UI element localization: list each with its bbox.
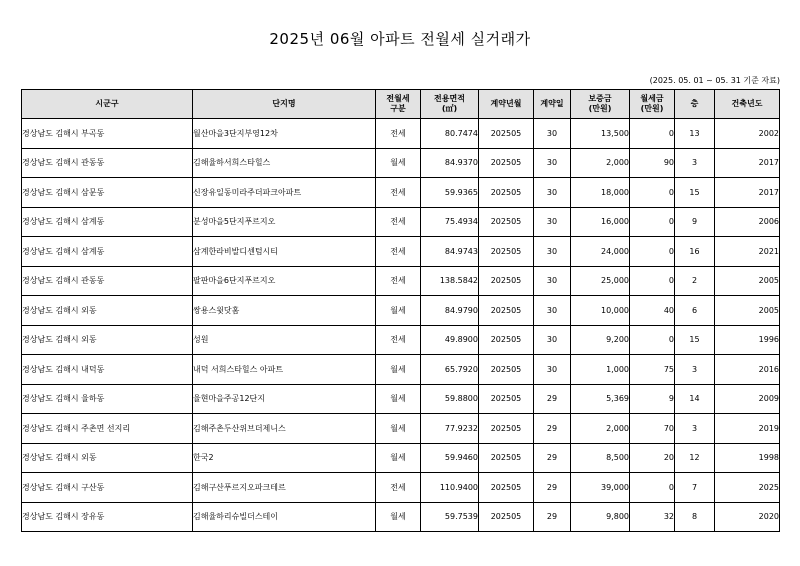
transaction-table — [21, 89, 780, 532]
cell-area: 75.4934 — [421, 207, 479, 237]
cell-complex: 월산마을3단지부영12차 — [193, 119, 376, 149]
cell-area: 84.9370 — [421, 148, 479, 178]
column-header-ym: 계약년월 — [479, 90, 534, 119]
cell-region: 경상남도 김해시 장유동 — [22, 502, 193, 532]
cell-year: 2016 — [715, 355, 780, 385]
cell-year: 2005 — [715, 266, 780, 296]
cell-floor: 16 — [675, 237, 715, 267]
cell-deposit: 16,000 — [571, 207, 630, 237]
cell-region: 경상남도 김해시 삼문동 — [22, 178, 193, 208]
cell-deposit: 24,000 — [571, 237, 630, 267]
cell-type: 전세 — [376, 325, 421, 355]
cell-deposit: 13,500 — [571, 119, 630, 149]
cell-rent: 0 — [630, 473, 675, 503]
cell-type: 월세 — [376, 148, 421, 178]
table-row — [22, 119, 780, 149]
cell-year: 2025 — [715, 473, 780, 503]
cell-ym: 202505 — [479, 355, 534, 385]
cell-ym: 202505 — [479, 119, 534, 149]
cell-deposit: 5,369 — [571, 384, 630, 414]
cell-rent: 32 — [630, 502, 675, 532]
cell-floor: 15 — [675, 178, 715, 208]
cell-year: 2020 — [715, 502, 780, 532]
table-row — [22, 325, 780, 355]
cell-region: 경상남도 김해시 내덕동 — [22, 355, 193, 385]
cell-ym: 202505 — [479, 325, 534, 355]
cell-complex: 삼계한라비발디센텀시티 — [193, 237, 376, 267]
cell-ym: 202505 — [479, 148, 534, 178]
cell-area: 84.9790 — [421, 296, 479, 326]
column-header-year: 건축년도 — [715, 90, 780, 119]
cell-type: 월세 — [376, 502, 421, 532]
cell-complex: 김해율하서희스타힐스 — [193, 148, 376, 178]
cell-region: 경상남도 김해시 율하동 — [22, 384, 193, 414]
cell-floor: 13 — [675, 119, 715, 149]
cell-type: 월세 — [376, 414, 421, 444]
cell-year: 2021 — [715, 237, 780, 267]
cell-region: 경상남도 김해시 삼계동 — [22, 207, 193, 237]
table-row — [22, 502, 780, 532]
cell-area: 84.9743 — [421, 237, 479, 267]
cell-rent: 70 — [630, 414, 675, 444]
cell-complex: 성원 — [193, 325, 376, 355]
table-row — [22, 178, 780, 208]
cell-day: 29 — [534, 473, 571, 503]
cell-ym: 202505 — [479, 237, 534, 267]
table-row — [22, 355, 780, 385]
cell-day: 30 — [534, 296, 571, 326]
table-row — [22, 207, 780, 237]
cell-region: 경상남도 김해시 관동동 — [22, 266, 193, 296]
cell-floor: 6 — [675, 296, 715, 326]
cell-type: 월세 — [376, 296, 421, 326]
cell-ym: 202505 — [479, 266, 534, 296]
cell-year: 1998 — [715, 443, 780, 473]
column-header-floor: 층 — [675, 90, 715, 119]
cell-region: 경상남도 김해시 외동 — [22, 443, 193, 473]
cell-ym: 202505 — [479, 178, 534, 208]
cell-day: 30 — [534, 178, 571, 208]
cell-area: 77.9232 — [421, 414, 479, 444]
cell-rent: 0 — [630, 325, 675, 355]
table-body — [22, 119, 780, 532]
cell-year: 2017 — [715, 178, 780, 208]
cell-rent: 75 — [630, 355, 675, 385]
cell-year: 2017 — [715, 148, 780, 178]
cell-area: 65.7920 — [421, 355, 479, 385]
cell-rent: 0 — [630, 207, 675, 237]
cell-deposit: 9,200 — [571, 325, 630, 355]
cell-year: 2009 — [715, 384, 780, 414]
cell-ym: 202505 — [479, 502, 534, 532]
cell-complex: 쌍용스윗닷홈 — [193, 296, 376, 326]
period-note: (2025. 05. 01 ~ 05. 31 기준 자료) — [649, 76, 780, 85]
cell-area: 80.7474 — [421, 119, 479, 149]
cell-type: 월세 — [376, 384, 421, 414]
cell-floor: 15 — [675, 325, 715, 355]
cell-day: 30 — [534, 148, 571, 178]
column-header-area: 전용면적 (㎡) — [421, 90, 479, 119]
cell-rent: 20 — [630, 443, 675, 473]
cell-floor: 3 — [675, 414, 715, 444]
cell-floor: 3 — [675, 355, 715, 385]
cell-region: 경상남도 김해시 삼계동 — [22, 237, 193, 267]
table-row — [22, 148, 780, 178]
cell-deposit: 10,000 — [571, 296, 630, 326]
column-header-region: 시군구 — [22, 90, 193, 119]
table-row — [22, 237, 780, 267]
cell-region: 경상남도 김해시 외동 — [22, 296, 193, 326]
page-title: 2025년 06월 아파트 전월세 실거래가 — [269, 30, 531, 48]
cell-rent: 90 — [630, 148, 675, 178]
cell-day: 29 — [534, 443, 571, 473]
cell-type: 전세 — [376, 178, 421, 208]
cell-rent: 0 — [630, 119, 675, 149]
cell-complex: 내덕 서희스타힐스 아파트 — [193, 355, 376, 385]
cell-ym: 202505 — [479, 207, 534, 237]
cell-deposit: 18,000 — [571, 178, 630, 208]
cell-deposit: 8,500 — [571, 443, 630, 473]
cell-floor: 8 — [675, 502, 715, 532]
column-header-deposit: 보증금 (만원) — [571, 90, 630, 119]
cell-complex: 분성마을5단지푸르지오 — [193, 207, 376, 237]
cell-day: 30 — [534, 119, 571, 149]
cell-year: 2019 — [715, 414, 780, 444]
cell-floor: 7 — [675, 473, 715, 503]
table-row — [22, 296, 780, 326]
cell-floor: 12 — [675, 443, 715, 473]
cell-year: 2006 — [715, 207, 780, 237]
column-header-complex: 단지명 — [193, 90, 376, 119]
cell-ym: 202505 — [479, 443, 534, 473]
table-row — [22, 473, 780, 503]
table-row — [22, 443, 780, 473]
cell-floor: 3 — [675, 148, 715, 178]
cell-type: 월세 — [376, 443, 421, 473]
cell-rent: 0 — [630, 266, 675, 296]
cell-complex: 김해구산푸르지오파크테르 — [193, 473, 376, 503]
cell-floor: 2 — [675, 266, 715, 296]
cell-region: 경상남도 김해시 부곡동 — [22, 119, 193, 149]
cell-year: 1996 — [715, 325, 780, 355]
cell-area: 59.9365 — [421, 178, 479, 208]
cell-day: 30 — [534, 207, 571, 237]
cell-floor: 14 — [675, 384, 715, 414]
cell-day: 30 — [534, 355, 571, 385]
cell-area: 110.9400 — [421, 473, 479, 503]
cell-deposit: 25,000 — [571, 266, 630, 296]
cell-day: 30 — [534, 325, 571, 355]
cell-complex: 신장유일동미라주더파크아파트 — [193, 178, 376, 208]
cell-region: 경상남도 김해시 관동동 — [22, 148, 193, 178]
cell-year: 2002 — [715, 119, 780, 149]
cell-area: 49.8900 — [421, 325, 479, 355]
cell-deposit: 9,800 — [571, 502, 630, 532]
cell-ym: 202505 — [479, 384, 534, 414]
cell-rent: 9 — [630, 384, 675, 414]
table-row — [22, 414, 780, 444]
table-row — [22, 266, 780, 296]
cell-floor: 9 — [675, 207, 715, 237]
cell-ym: 202505 — [479, 473, 534, 503]
cell-year: 2005 — [715, 296, 780, 326]
column-header-type: 전월세 구분 — [376, 90, 421, 119]
cell-day: 29 — [534, 502, 571, 532]
cell-deposit: 2,000 — [571, 148, 630, 178]
cell-complex: 김해주촌두산위브더제니스 — [193, 414, 376, 444]
cell-ym: 202505 — [479, 414, 534, 444]
cell-type: 전세 — [376, 473, 421, 503]
cell-type: 전세 — [376, 119, 421, 149]
cell-rent: 0 — [630, 178, 675, 208]
cell-day: 29 — [534, 414, 571, 444]
header-row — [22, 90, 780, 119]
cell-region: 경상남도 김해시 주촌면 선지리 — [22, 414, 193, 444]
cell-type: 전세 — [376, 266, 421, 296]
cell-day: 29 — [534, 384, 571, 414]
table-row — [22, 384, 780, 414]
cell-deposit: 1,000 — [571, 355, 630, 385]
cell-type: 월세 — [376, 355, 421, 385]
cell-area: 59.7539 — [421, 502, 479, 532]
cell-complex: 팔판마을6단지푸르지오 — [193, 266, 376, 296]
cell-area: 138.5842 — [421, 266, 479, 296]
cell-region: 경상남도 김해시 외동 — [22, 325, 193, 355]
cell-complex: 율현마을주공12단지 — [193, 384, 376, 414]
cell-type: 전세 — [376, 237, 421, 267]
cell-area: 59.9460 — [421, 443, 479, 473]
cell-deposit: 39,000 — [571, 473, 630, 503]
cell-region: 경상남도 김해시 구산동 — [22, 473, 193, 503]
cell-day: 30 — [534, 266, 571, 296]
cell-rent: 40 — [630, 296, 675, 326]
cell-deposit: 2,000 — [571, 414, 630, 444]
cell-rent: 0 — [630, 237, 675, 267]
cell-area: 59.8800 — [421, 384, 479, 414]
column-header-day: 계약일 — [534, 90, 571, 119]
cell-type: 전세 — [376, 207, 421, 237]
cell-day: 30 — [534, 237, 571, 267]
column-header-rent: 월세금 (만원) — [630, 90, 675, 119]
cell-complex: 김해율하리슈빌더스테이 — [193, 502, 376, 532]
cell-ym: 202505 — [479, 296, 534, 326]
cell-complex: 한국2 — [193, 443, 376, 473]
